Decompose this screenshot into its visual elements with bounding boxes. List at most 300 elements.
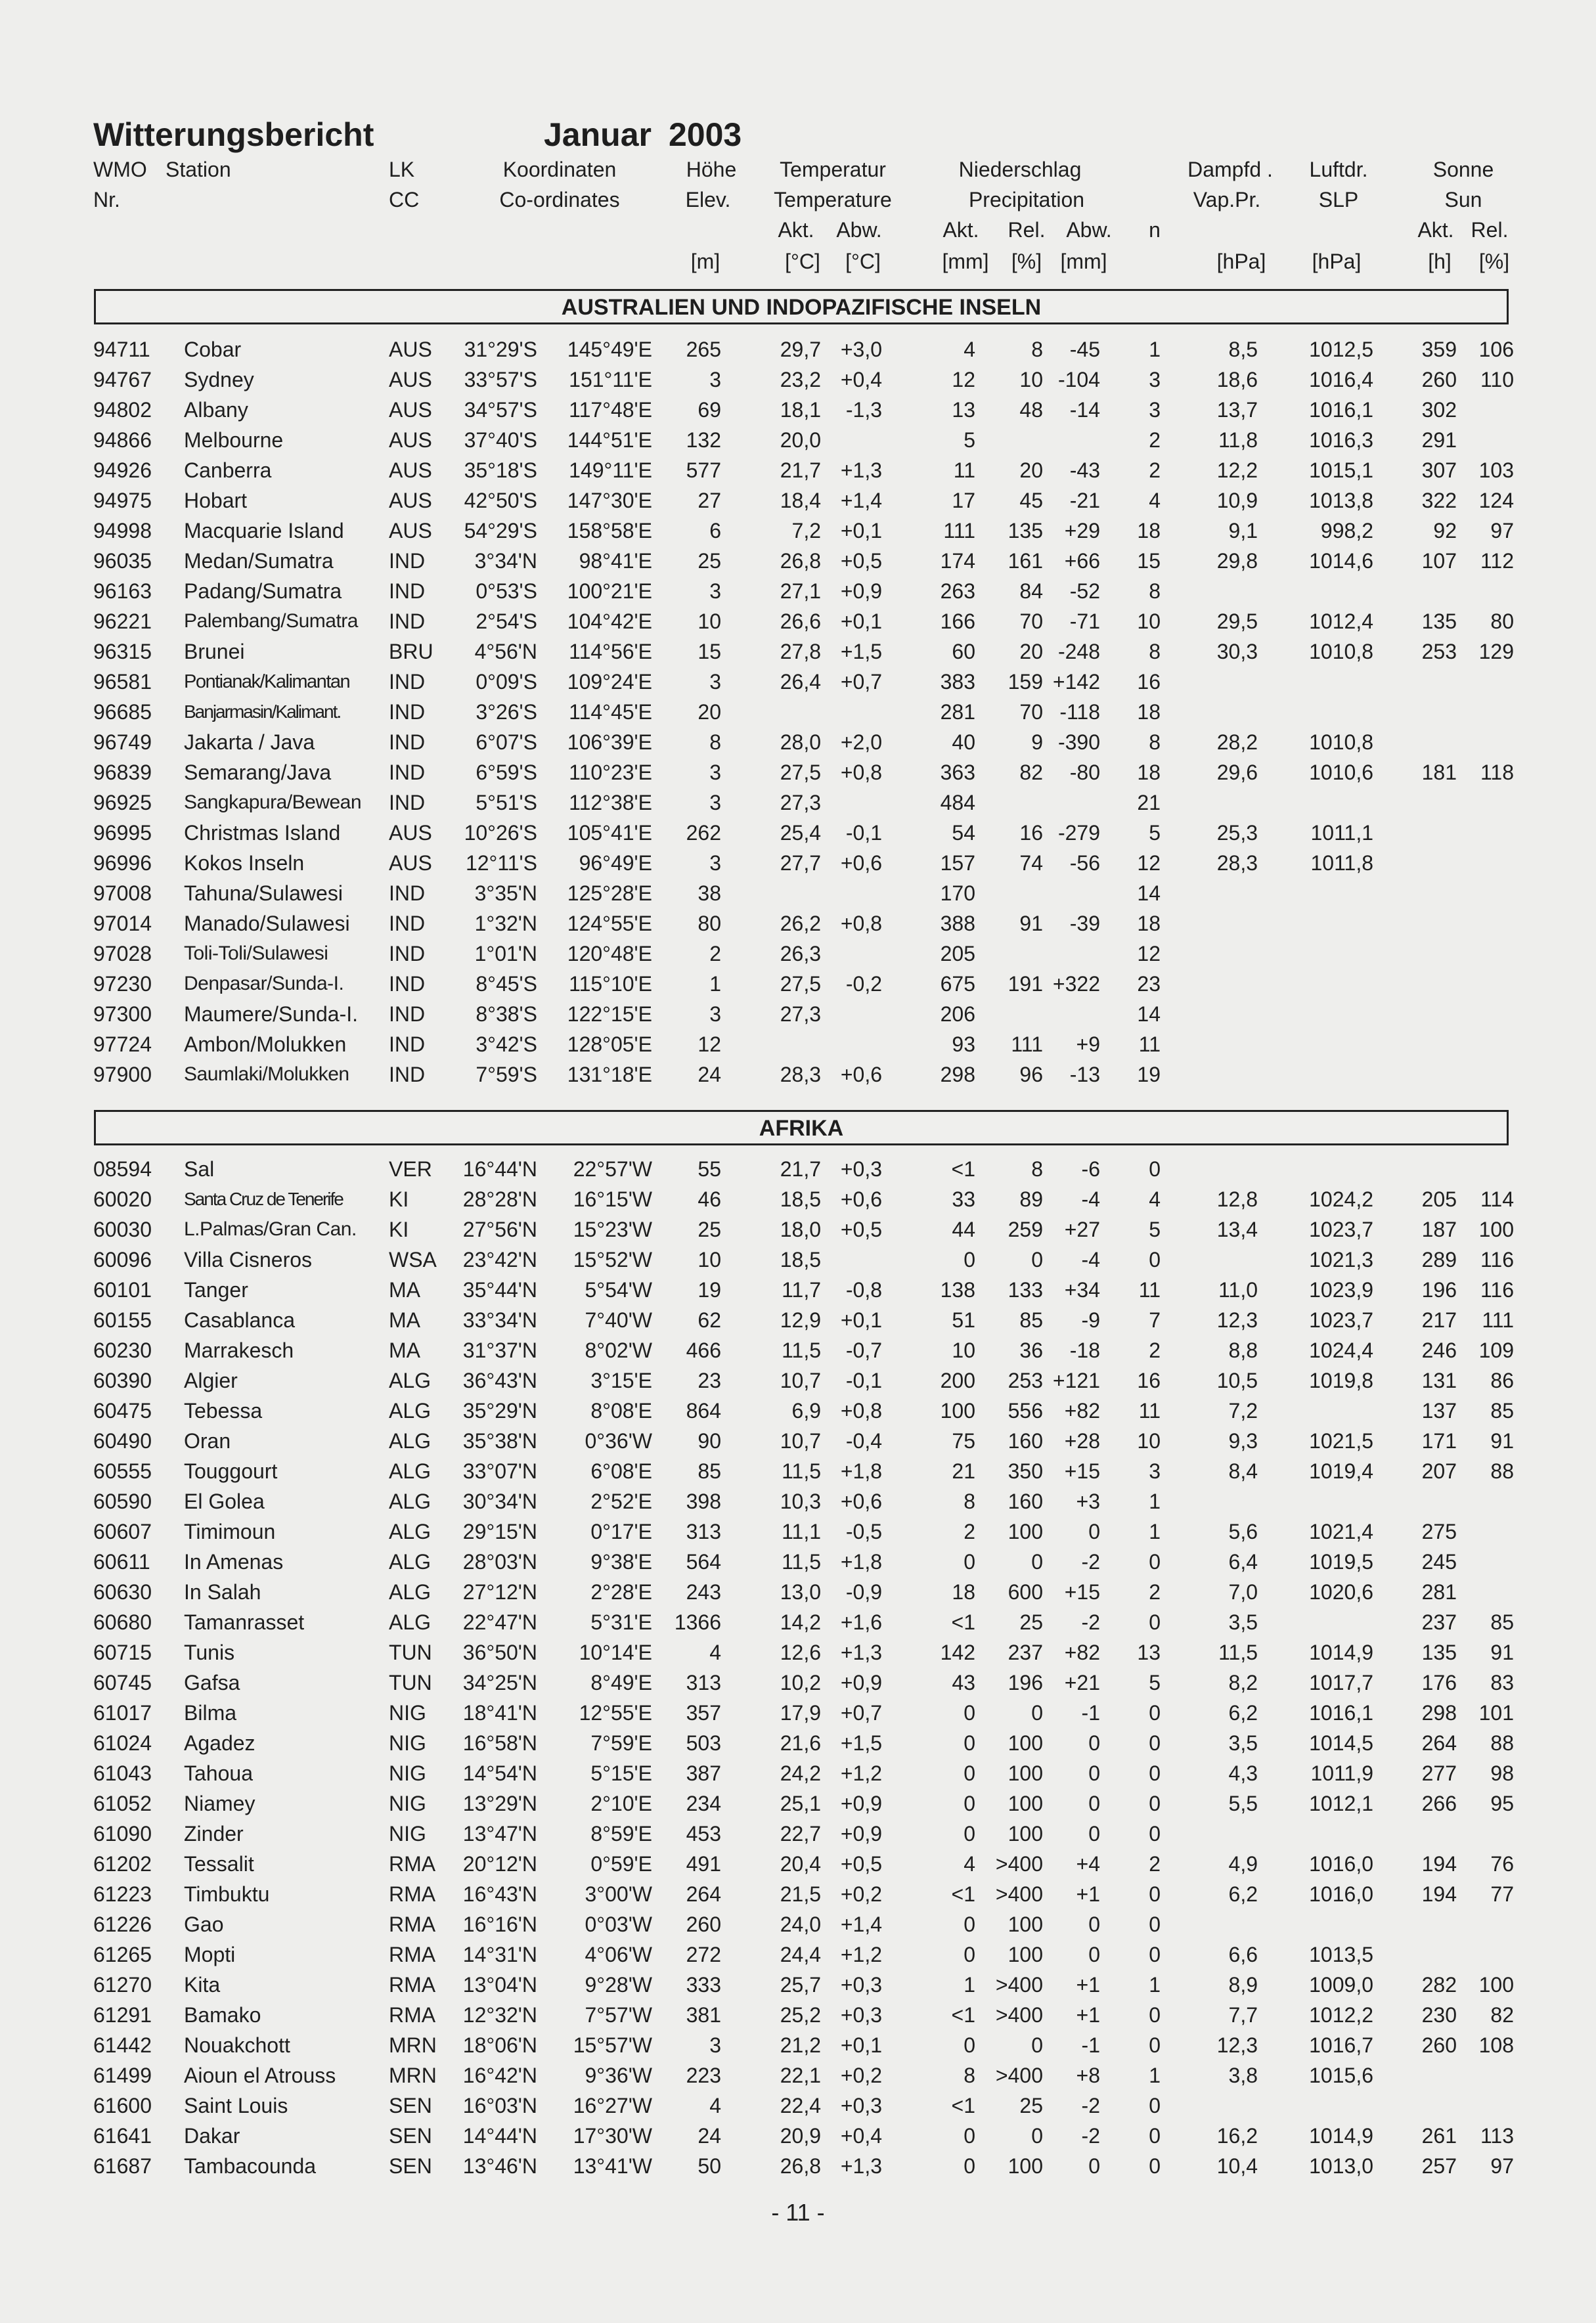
table-row [0,667,1596,697]
cell-country-code: ALG [389,1429,432,1453]
cell-sea-level-pressure: 1023,7 [1309,1308,1373,1332]
cell-sea-level-pressure: 1017,7 [1309,1671,1373,1694]
cell-precip-relative: 159 [1008,670,1043,694]
cell-wmo-number: 96995 [93,821,152,845]
table-row [0,2121,1596,2152]
cell-sunshine-hours: 266 [1421,1792,1457,1815]
cell-precip-actual: 0 [964,1761,975,1785]
cell-vapour-pressure: 10,4 [1216,2154,1258,2178]
cell-wmo-number: 61226 [93,1913,152,1936]
cell-precip-actual: 0 [964,2033,975,2057]
cell-latitude: 13°47'N [462,1822,537,1846]
cell-elevation: 357 [686,1701,721,1725]
cell-vapour-pressure: 16,2 [1216,2124,1258,2148]
cell-temp-deviation: +0,8 [840,761,882,784]
cell-sunshine-hours: 187 [1421,1218,1457,1241]
cell-sea-level-pressure: 1020,6 [1309,1580,1373,1604]
cell-temp-actual: 20,9 [780,2124,821,2148]
cell-sea-level-pressure: 1023,9 [1309,1278,1373,1302]
cell-temp-deviation: +1,6 [840,1610,882,1634]
cell-precip-relative: >400 [995,1882,1043,1906]
cell-wmo-number: 94975 [93,489,152,512]
table-row [0,1880,1596,1910]
cell-country-code: IND [389,609,426,633]
cell-precip-relative: 25 [1019,1610,1043,1634]
cell-temp-deviation: +0,9 [840,1792,882,1815]
cell-rain-days: 1 [1149,1520,1161,1543]
cell-country-code: KI [389,1218,409,1241]
table-row [0,1578,1596,1608]
section-header-australia: AUSTRALIEN UND INDOPAZIFISCHE INSELN [94,289,1509,324]
cell-longitude: 105°41'E [567,821,652,845]
cell-wmo-number: 61052 [93,1792,152,1815]
table-row [0,818,1596,849]
cell-rain-days: 8 [1149,640,1161,663]
cell-elevation: 381 [686,2003,721,2027]
cell-precip-deviation: -52 [1069,579,1100,603]
cell-rain-days: 0 [1149,2033,1161,2057]
cell-latitude: 10°26'S [464,821,537,845]
cell-precip-relative: >400 [995,2003,1043,2027]
cell-longitude: 112°38'E [569,791,652,814]
cell-sea-level-pressure: 1011,8 [1310,851,1373,875]
cell-precip-actual: 40 [952,730,975,754]
cell-sunshine-relative: 103 [1478,458,1514,482]
cell-rain-days: 3 [1149,398,1161,422]
cell-sunshine-relative: 116 [1480,1278,1514,1302]
cell-precip-deviation: +34 [1064,1278,1100,1302]
cell-precip-relative: 100 [1008,1520,1043,1543]
cell-temp-deviation: +0,1 [840,1308,882,1332]
cell-latitude: 1°01'N [474,942,537,965]
cell-station-name: Kita [184,1973,221,1997]
cell-elevation: 90 [698,1429,721,1453]
cell-vapour-pressure: 4,9 [1228,1852,1258,1876]
header-precip-akt: Akt. [942,218,979,242]
cell-sea-level-pressure: 1019,4 [1309,1459,1373,1483]
cell-temp-actual: 26,4 [780,670,821,694]
cell-precip-actual: 33 [952,1187,975,1211]
cell-longitude: 149°11'E [569,458,652,482]
cell-vapour-pressure: 3,5 [1228,1610,1258,1634]
cell-station-name: Christmas Island [184,821,341,845]
cell-longitude: 22°57'W [573,1157,652,1181]
cell-latitude: 5°51'S [476,791,537,814]
cell-station-name: Banjarmasin/Kalimant. [184,701,341,722]
cell-country-code: IND [389,972,426,996]
cell-longitude: 110°23'E [569,761,652,784]
table-row [0,1275,1596,1306]
header-temp-abw: Abw. [836,218,882,242]
cell-precip-actual: 5 [964,428,975,452]
cell-country-code: IND [389,912,426,935]
cell-sunshine-relative: 124 [1478,489,1514,512]
cell-country-code: ALG [389,1399,432,1423]
cell-longitude: 131°18'E [567,1063,652,1086]
cell-longitude: 16°15'W [573,1187,652,1211]
cell-precip-actual: <1 [951,2003,975,2027]
cell-precip-actual: 484 [940,791,975,814]
cell-elevation: 46 [698,1187,721,1211]
cell-precip-deviation: +15 [1064,1580,1100,1604]
cell-sea-level-pressure: 1021,5 [1309,1429,1373,1453]
cell-station-name: Tahuna/Sulawesi [184,881,343,905]
cell-rain-days: 14 [1137,881,1161,905]
cell-precip-relative: 25 [1019,2094,1043,2117]
cell-wmo-number: 61017 [93,1701,152,1725]
cell-longitude: 158°58'E [567,519,652,542]
cell-longitude: 5°54'W [585,1278,652,1302]
cell-latitude: 12°11'S [465,851,537,875]
cell-wmo-number: 60030 [93,1218,152,1241]
cell-precip-actual: 388 [940,912,975,935]
cell-sea-level-pressure: 1011,1 [1310,821,1373,845]
table-row [0,335,1596,365]
cell-elevation: 25 [698,1218,721,1241]
cell-sunshine-hours: 135 [1421,609,1457,633]
cell-precip-actual: 0 [964,1822,975,1846]
cell-latitude: 1°32'N [474,912,537,935]
cell-longitude: 8°49'E [590,1671,652,1694]
cell-station-name: Tebessa [184,1399,263,1423]
cell-temp-deviation: -1,3 [845,398,882,422]
cell-vapour-pressure: 12,2 [1216,458,1258,482]
cell-vapour-pressure: 3,8 [1228,2064,1258,2087]
cell-latitude: 33°07'N [462,1459,537,1483]
header-n: n [1149,218,1161,242]
cell-precip-deviation: 0 [1088,1761,1100,1785]
cell-wmo-number: 60590 [93,1490,152,1513]
cell-rain-days: 13 [1137,1641,1161,1664]
cell-rain-days: 0 [1149,1248,1161,1272]
cell-station-name: Marrakesch [184,1338,294,1362]
cell-country-code: IND [389,670,426,694]
cell-sunshine-hours: 261 [1421,2124,1457,2148]
cell-latitude: 7°59'S [476,1063,537,1086]
cell-precip-relative: 100 [1008,1913,1043,1936]
table-row [0,1729,1596,1759]
cell-sunshine-hours: 194 [1421,1882,1457,1906]
cell-elevation: 19 [698,1278,721,1302]
cell-rain-days: 1 [1149,338,1161,361]
cell-temp-deviation: +2,0 [840,730,882,754]
cell-wmo-number: 96996 [93,851,152,875]
table-row [0,1185,1596,1215]
cell-temp-actual: 21,7 [780,458,821,482]
cell-country-code: AUS [389,338,432,361]
cell-vapour-pressure: 25,3 [1216,821,1258,845]
cell-station-name: Agadez [184,1731,255,1755]
table-row [0,1215,1596,1245]
cell-station-name: Tunis [184,1641,235,1664]
cell-temp-actual: 25,7 [780,1973,821,1997]
cell-station-name: Timimoun [184,1520,276,1543]
cell-precip-deviation: -390 [1057,730,1100,754]
table-row [0,909,1596,939]
cell-temp-actual: 11,5 [782,1459,821,1483]
cell-vapour-pressure: 13,7 [1216,398,1258,422]
cell-wmo-number: 61223 [93,1882,152,1906]
cell-latitude: 35°44'N [462,1278,537,1302]
cell-precip-actual: 166 [940,609,975,633]
cell-rain-days: 5 [1149,821,1161,845]
cell-longitude: 9°38'E [590,1550,652,1574]
header-sun: Sonne [1432,158,1494,181]
cell-sunshine-relative: 118 [1480,761,1514,784]
table-row [0,1970,1596,2001]
cell-longitude: 100°21'E [567,579,652,603]
cell-wmo-number: 60020 [93,1187,152,1211]
cell-elevation: 3 [709,1002,721,1026]
cell-wmo-number: 97300 [93,1002,152,1026]
table-row [0,788,1596,818]
cell-sea-level-pressure: 1010,6 [1309,761,1373,784]
cell-precip-deviation: -248 [1057,640,1100,663]
cell-sea-level-pressure: 1013,5 [1309,1943,1373,1966]
cell-temp-actual: 21,5 [780,1882,821,1906]
cell-latitude: 29°15'N [462,1520,537,1543]
cell-rain-days: 2 [1149,458,1161,482]
cell-wmo-number: 60490 [93,1429,152,1453]
cell-sunshine-hours: 307 [1421,458,1457,482]
cell-temp-actual: 7,2 [791,519,821,542]
cell-sea-level-pressure: 1024,2 [1309,1187,1373,1211]
cell-station-name: Albany [184,398,248,422]
cell-station-name: Algier [184,1369,238,1392]
cell-precip-relative: 259 [1008,1218,1043,1241]
cell-station-name: Saint Louis [184,2094,288,2117]
cell-precip-deviation: -2 [1081,1610,1100,1634]
cell-longitude: 8°08'E [590,1399,652,1423]
cell-precip-relative: 160 [1008,1490,1043,1513]
cell-precip-deviation: +322 [1052,972,1100,996]
cell-sunshine-hours: 277 [1421,1761,1457,1785]
cell-vapour-pressure: 6,4 [1228,1550,1258,1574]
cell-vapour-pressure: 12,3 [1216,1308,1258,1332]
cell-precip-relative: 237 [1008,1641,1043,1664]
unit-vap: [hPa] [1216,250,1266,273]
cell-latitude: 16°42'N [462,2064,537,2087]
cell-sunshine-relative: 101 [1478,1701,1514,1725]
cell-temp-actual: 18,4 [780,489,821,512]
cell-precip-actual: 0 [964,1731,975,1755]
cell-sea-level-pressure: 1014,9 [1309,2124,1373,2148]
cell-country-code: IND [389,579,426,603]
cell-precip-actual: 11 [953,458,975,482]
cell-sunshine-relative: 95 [1490,1792,1514,1815]
cell-longitude: 104°42'E [567,609,652,633]
cell-station-name: Denpasar/Sunda-I. [184,973,344,994]
cell-precip-deviation: +21 [1064,1671,1100,1694]
cell-longitude: 15°52'W [573,1248,652,1272]
cell-temp-actual: 26,6 [780,609,821,633]
cell-temp-actual: 20,4 [780,1852,821,1876]
cell-rain-days: 0 [1149,1157,1161,1181]
cell-rain-days: 23 [1137,972,1161,996]
cell-latitude: 35°18'S [464,458,537,482]
table-row [0,849,1596,879]
cell-precip-actual: 0 [964,1550,975,1574]
cell-sunshine-hours: 171 [1421,1429,1457,1453]
cell-elevation: 2 [709,942,721,965]
cell-sunshine-hours: 281 [1421,1580,1457,1604]
header-row-3 [0,218,1596,248]
cell-vapour-pressure: 6,6 [1228,1943,1258,1966]
cell-sea-level-pressure: 1012,5 [1309,338,1373,361]
cell-temp-actual: 22,7 [780,1822,821,1846]
cell-country-code: KI [389,1187,409,1211]
table-row [0,1517,1596,1547]
cell-elevation: 3 [709,670,721,694]
cell-precip-deviation: -1 [1081,1701,1100,1725]
cell-elevation: 132 [686,428,721,452]
cell-temp-actual: 10,7 [780,1429,821,1453]
cell-station-name: Tambacounda [184,2154,317,2178]
cell-station-name: Kokos Inseln [184,851,305,875]
cell-precip-relative: 253 [1008,1369,1043,1392]
cell-precip-deviation: -43 [1069,458,1100,482]
cell-precip-deviation: +1 [1076,1973,1100,1997]
cell-temp-deviation: +0,6 [840,1187,882,1211]
cell-sea-level-pressure: 1019,5 [1309,1550,1373,1574]
header-row-2 [0,188,1596,218]
cell-temp-deviation: -0,1 [845,821,882,845]
cell-rain-days: 0 [1149,1822,1161,1846]
header-coordinates: Co-ordinates [499,188,620,211]
table-row [0,516,1596,546]
cell-elevation: 8 [709,730,721,754]
cell-precip-relative: 160 [1008,1429,1043,1453]
cell-wmo-number: 61024 [93,1731,152,1755]
cell-precip-relative: 600 [1008,1580,1043,1604]
cell-sunshine-relative: 98 [1490,1761,1514,1785]
cell-temp-actual: 13,0 [780,1580,821,1604]
cell-sea-level-pressure: 1016,4 [1309,368,1373,391]
cell-elevation: 265 [686,338,721,361]
cell-precip-relative: 196 [1008,1671,1043,1694]
cell-wmo-number: 96315 [93,640,152,663]
cell-vapour-pressure: 4,3 [1228,1761,1258,1785]
cell-sunshine-relative: 88 [1490,1459,1514,1483]
cell-sea-level-pressure: 1019,8 [1309,1369,1373,1392]
cell-precip-actual: 44 [952,1218,975,1241]
cell-precip-relative: 100 [1008,2154,1043,2178]
cell-elevation: 313 [686,1520,721,1543]
cell-sunshine-relative: 116 [1480,1248,1514,1272]
cell-precip-relative: 0 [1031,1701,1043,1725]
cell-precip-actual: 10 [952,1338,975,1362]
header-vapour-pressure: Vap.Pr. [1193,188,1261,211]
cell-sunshine-relative: 77 [1490,1882,1514,1906]
cell-sunshine-hours: 264 [1421,1731,1457,1755]
cell-station-name: Toli-Toli/Sulawesi [184,942,328,964]
cell-precip-relative: 0 [1031,1550,1043,1574]
cell-station-name: Sydney [184,368,254,391]
cell-precip-actual: 0 [964,1248,975,1272]
cell-country-code: NIG [389,1731,426,1755]
cell-latitude: 33°34'N [462,1308,537,1332]
cell-precip-actual: 383 [940,670,975,694]
cell-sunshine-hours: 246 [1421,1338,1457,1362]
cell-sunshine-relative: 111 [1482,1308,1514,1332]
cell-elevation: 80 [698,912,721,935]
cell-country-code: AUS [389,458,432,482]
cell-vapour-pressure: 10,5 [1216,1369,1258,1392]
cell-wmo-number: 60715 [93,1641,152,1664]
cell-country-code: ALG [389,1459,432,1483]
table-row [0,1457,1596,1487]
cell-longitude: 17°30'W [573,2124,652,2148]
cell-vapour-pressure: 5,6 [1228,1520,1258,1543]
cell-sunshine-hours: 322 [1421,489,1457,512]
cell-sea-level-pressure: 1016,3 [1309,428,1373,452]
section-header-africa: AFRIKA [94,1110,1509,1145]
cell-rain-days: 0 [1149,1943,1161,1966]
cell-sea-level-pressure: 1012,2 [1309,2003,1373,2027]
header-slp: Luftdr. [1309,158,1368,181]
cell-rain-days: 19 [1137,1063,1161,1086]
cell-country-code: AUS [389,368,432,391]
cell-precip-actual: 21 [952,1459,975,1483]
cell-sunshine-relative: 76 [1490,1852,1514,1876]
cell-precip-actual: 363 [940,761,975,784]
cell-latitude: 14°44'N [462,2124,537,2148]
cell-longitude: 15°57'W [573,2033,652,2057]
cell-sea-level-pressure: 1016,0 [1309,1852,1373,1876]
table-row [0,1940,1596,1970]
cell-vapour-pressure: 11,0 [1218,1278,1258,1302]
cell-latitude: 20°12'N [462,1852,537,1876]
cell-temp-actual: 18,1 [780,398,821,422]
cell-latitude: 34°57'S [464,398,537,422]
cell-precip-actual: 54 [952,821,975,845]
cell-latitude: 31°29'S [464,338,537,361]
cell-rain-days: 1 [1149,2064,1161,2087]
cell-station-name: In Salah [184,1580,261,1604]
cell-rain-days: 11 [1138,1032,1161,1056]
header-wmo: WMO [93,158,147,181]
cell-precip-relative: 100 [1008,1792,1043,1815]
cell-precip-deviation: -9 [1081,1308,1100,1332]
cell-precip-deviation: +27 [1064,1218,1100,1241]
cell-sunshine-relative: 100 [1478,1973,1514,1997]
cell-wmo-number: 96581 [93,670,152,694]
cell-country-code: NIG [389,1701,426,1725]
cell-sea-level-pressure: 1021,3 [1309,1248,1373,1272]
cell-rain-days: 7 [1149,1308,1161,1332]
cell-elevation: 4 [709,2094,721,2117]
cell-sunshine-relative: 110 [1480,368,1514,391]
cell-precip-deviation: +82 [1064,1641,1100,1664]
cell-temp-deviation: +1,3 [840,2154,882,2178]
cell-rain-days: 8 [1149,730,1161,754]
cell-precip-actual: 100 [940,1399,975,1423]
cell-vapour-pressure: 12,8 [1216,1187,1258,1211]
cell-temp-actual: 10,3 [780,1490,821,1513]
cell-country-code: RMA [389,2003,436,2027]
cell-temp-deviation: +0,5 [840,549,882,573]
page-number: - 11 - [771,2199,825,2226]
cell-precip-deviation: -39 [1069,912,1100,935]
cell-vapour-pressure: 8,9 [1228,1973,1258,1997]
cell-wmo-number: 60230 [93,1338,152,1362]
cell-sunshine-relative: 83 [1490,1671,1514,1694]
cell-temp-deviation: +0,2 [840,2064,882,2087]
cell-precip-relative: 135 [1008,519,1043,542]
cell-sunshine-hours: 260 [1421,368,1457,391]
cell-station-name: Bilma [184,1701,237,1725]
cell-country-code: TUN [389,1641,432,1664]
